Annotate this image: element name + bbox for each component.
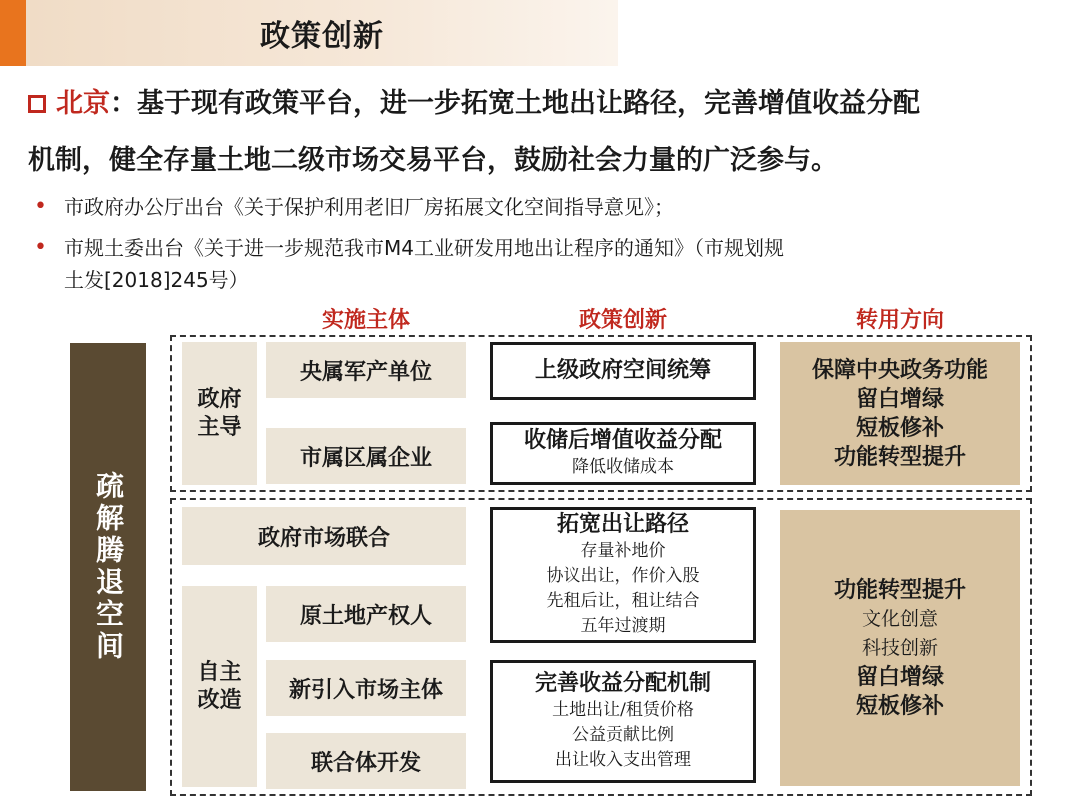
bullet-dot-icon: •	[34, 194, 47, 219]
direction-box	[780, 342, 1020, 485]
policy-box	[490, 660, 756, 783]
entity-cell: 央属军产单位	[266, 342, 466, 398]
policy-subitem: 降低收储成本	[572, 457, 674, 477]
side-label-bar	[70, 343, 146, 791]
direction-title: 功能转型提升	[833, 577, 966, 603]
group-label-text: 政府主导	[197, 386, 242, 440]
direction-item: 留白增绿	[855, 664, 944, 690]
policy-subitem: 存量补地价	[580, 541, 666, 561]
lead-city: 北京	[56, 88, 110, 119]
bullet-1-text: 市政府办公厅出台《关于保护利用老旧厂房拓展文化空间指导意见》；	[64, 195, 674, 219]
bullet-dot-icon: •	[34, 235, 47, 260]
bullet-item-2	[34, 234, 784, 262]
bullet-2-text-line1: 市规土委出台《关于进一步规范我市M4工业研发用地出让程序的通知》（市规划规	[64, 236, 784, 260]
side-label-text: 疏解腾退空间	[92, 471, 125, 663]
policy-subitem: 公益贡献比例	[572, 725, 674, 745]
column-header-policy: 政策创新	[578, 308, 667, 333]
direction-subitem: 文化创意	[861, 607, 938, 630]
group-label-self-renovation	[182, 586, 257, 787]
direction-subitem: 科技创新	[861, 636, 938, 659]
column-header-direction: 转用方向	[855, 308, 944, 333]
group-label-government-led	[182, 342, 257, 485]
entity-cell: 新引入市场主体	[266, 660, 466, 716]
direction-item: 短板修补	[855, 415, 944, 441]
policy-box	[490, 342, 756, 400]
lead-line-1	[28, 84, 920, 124]
policy-title: 收储后增值收益分配	[523, 428, 722, 453]
policy-subitem: 五年过渡期	[580, 616, 666, 636]
column-header-entity: 实施主体	[321, 308, 410, 333]
direction-item: 留白增绿	[855, 386, 944, 412]
lead-line-1-text: ：基于现有政策平台，进一步拓宽土地出让路径，完善增值收益分配	[110, 88, 920, 119]
policy-title: 完善收益分配机制	[534, 671, 711, 696]
direction-item: 短板修补	[855, 693, 944, 719]
policy-title: 上级政府空间统筹	[534, 358, 711, 383]
policy-box	[490, 422, 756, 485]
bullet-item-2-cont: 土发[2018]245号）	[64, 268, 249, 292]
page-title: 政策创新	[260, 19, 384, 54]
policy-subitem: 土地出让/租赁价格	[552, 700, 694, 720]
header-accent-bar	[0, 0, 26, 66]
group-label-text: 自主改造	[197, 659, 242, 713]
policy-box	[490, 507, 756, 643]
entity-cell: 联合体开发	[266, 733, 466, 789]
direction-item: 保障中央政务功能	[811, 357, 988, 383]
direction-item: 功能转型提升	[833, 444, 966, 470]
policy-title: 拓宽出让路径	[556, 512, 689, 537]
bullet-item-1	[34, 193, 674, 221]
policy-subitem: 先租后让，租让结合	[546, 591, 700, 611]
policy-subitem: 协议出让，作价入股	[546, 566, 700, 586]
entity-cell-joint: 政府市场联合	[182, 507, 466, 565]
entity-cell: 市属区属企业	[266, 428, 466, 484]
direction-box	[780, 510, 1020, 786]
entity-cell: 原土地产权人	[266, 586, 466, 642]
policy-subitem: 出让收入支出管理	[555, 750, 691, 770]
checkbox-square-icon	[28, 95, 46, 113]
lead-line-2: 机制，健全存量土地二级市场交易平台，鼓励社会力量的广泛参与。	[28, 145, 838, 176]
